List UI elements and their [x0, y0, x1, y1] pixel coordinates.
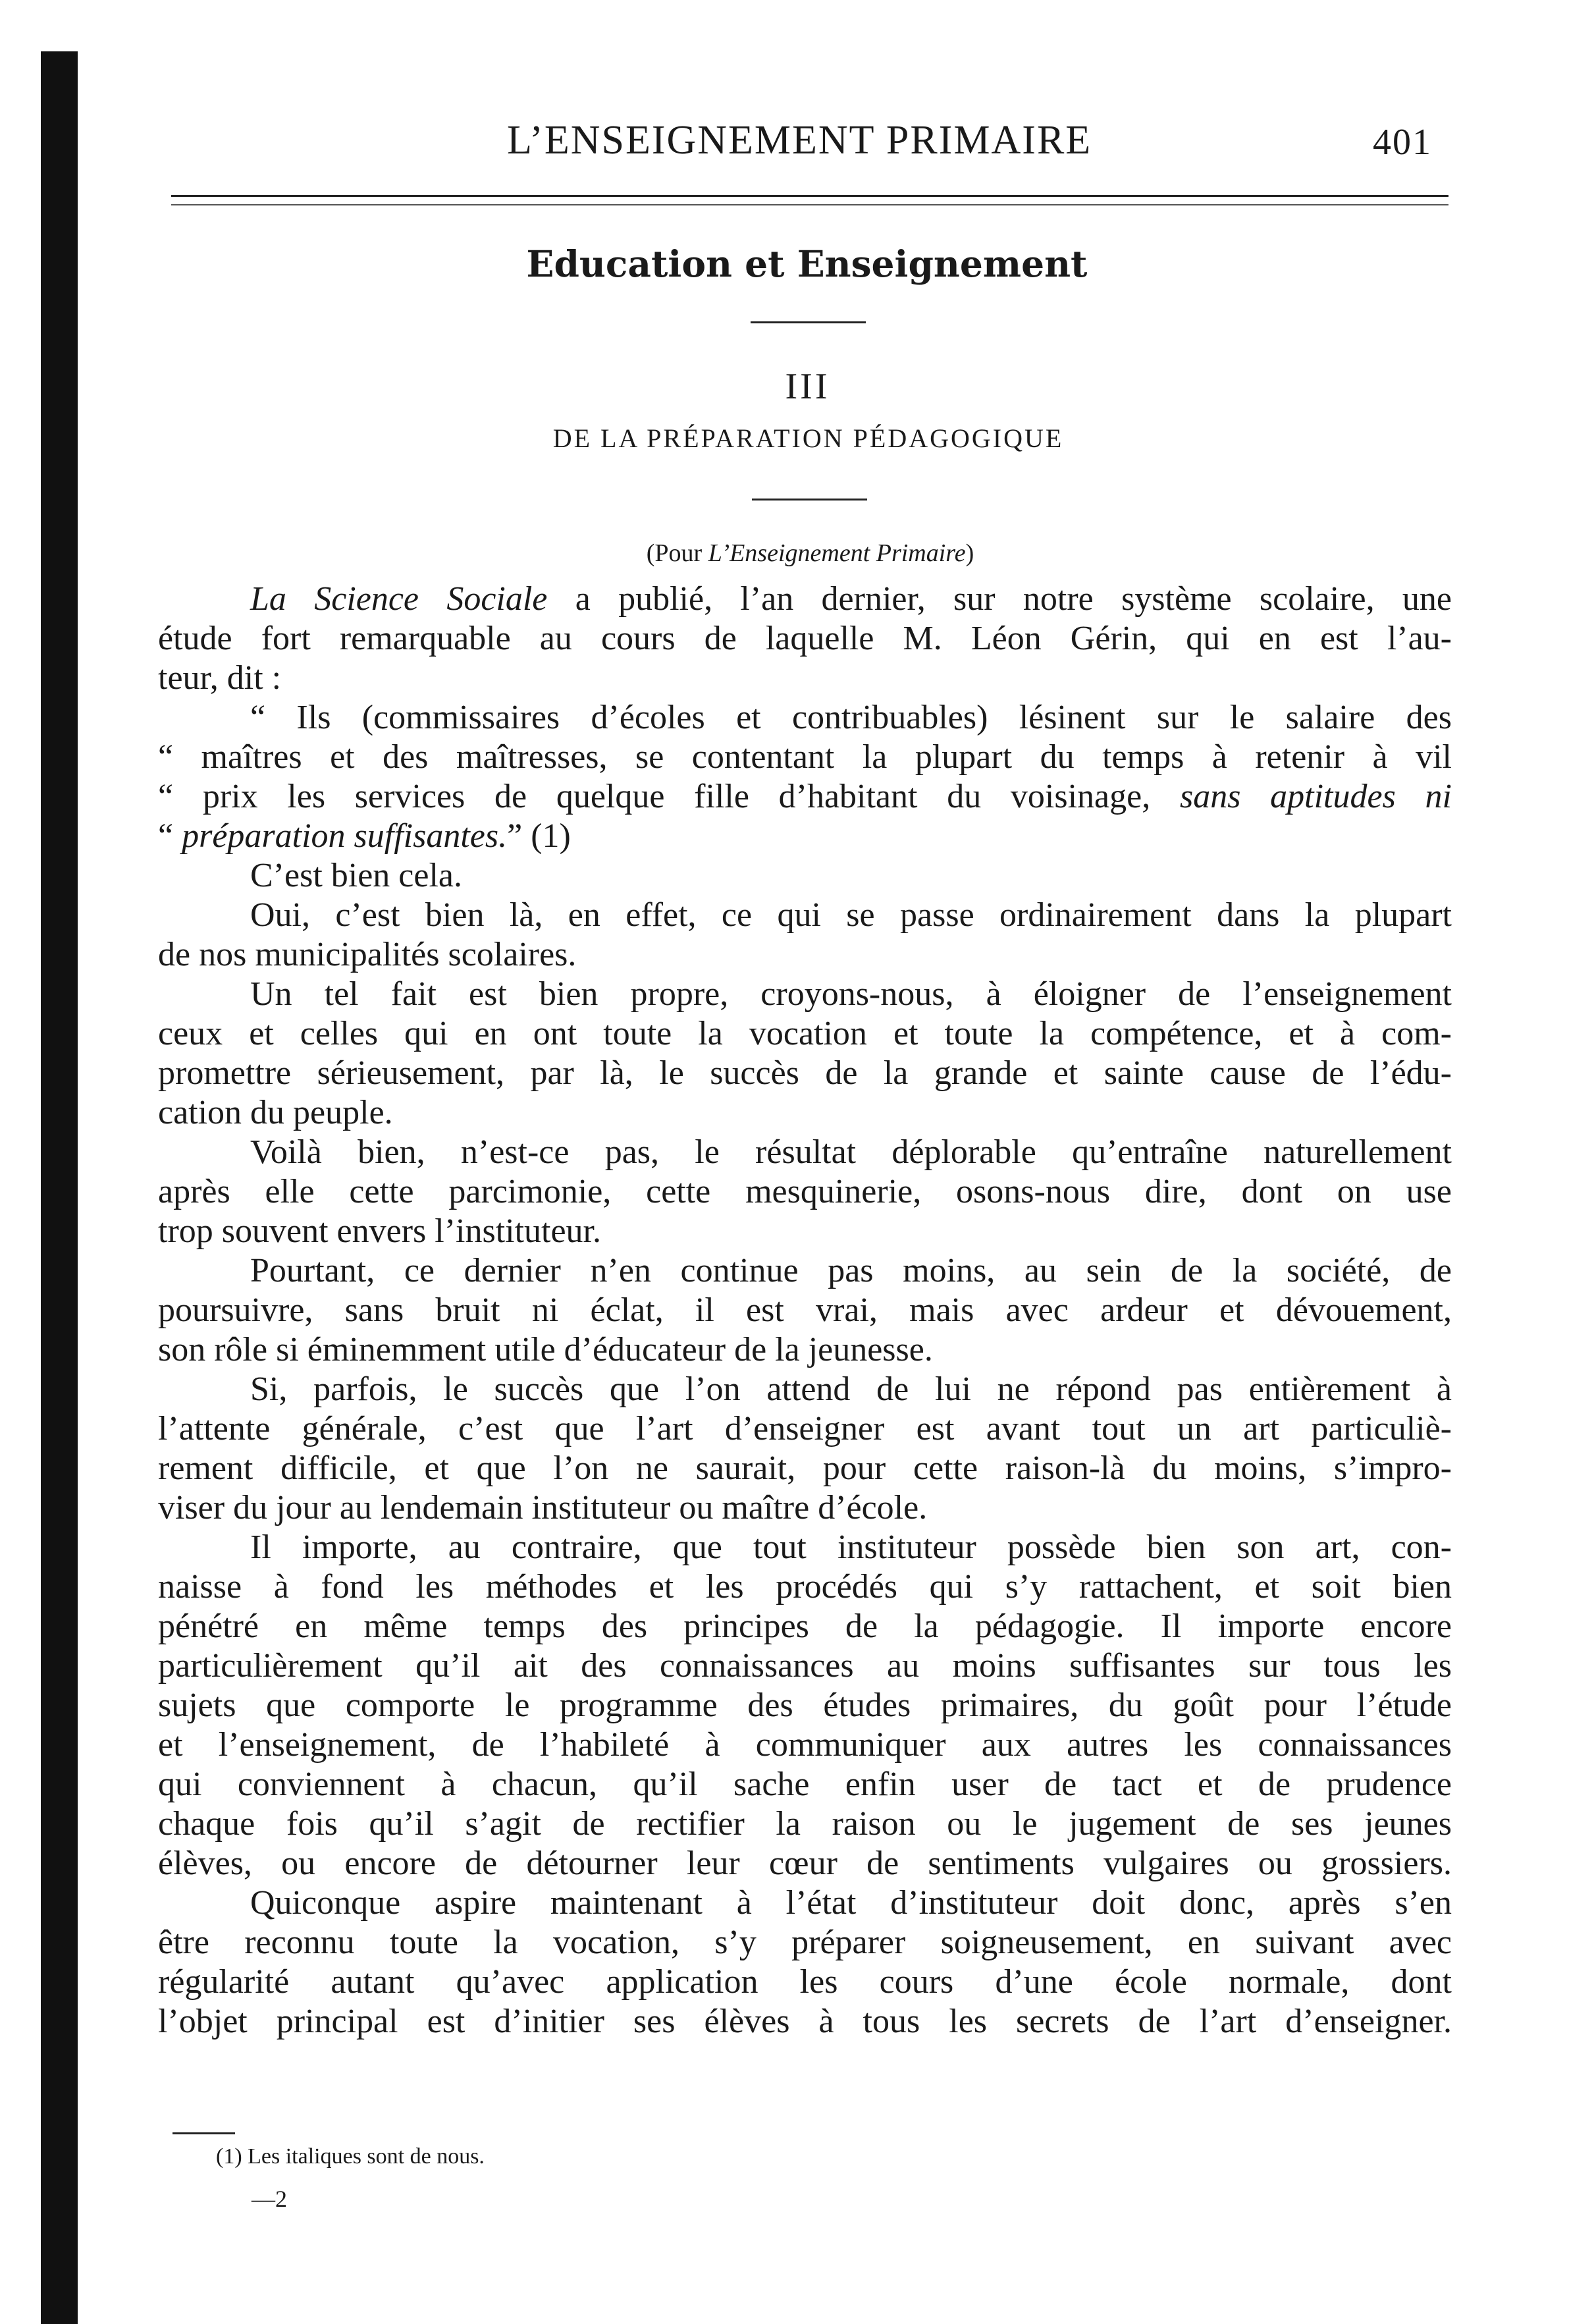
text-line: ceux et celles qui en ont toute la vocation et toute la compétence, et à com-	[158, 1015, 1452, 1052]
text-line: chaque fois qu’il s’agit de rectifier la raison ou le jugement de ses jeunes	[158, 1805, 1452, 1843]
header-rule	[171, 195, 1448, 197]
text-line: teur, dit :	[158, 659, 282, 697]
text-line: l’attente générale, c’est que l’art d’enseigner est avant tout un art particuliè-	[158, 1410, 1452, 1447]
text-line: régularité autant qu’avec application les cours d’une école normale, dont	[158, 1963, 1452, 2001]
source-note: (Pour L’Enseignement Primaire)	[646, 539, 974, 567]
sheet-signature-mark: —2	[252, 2186, 287, 2212]
footnote: (1) Les italiques sont de nous.	[216, 2144, 485, 2169]
text-line: promettre sérieusement, par là, le succès de la grande et sainte cause de l’édu-	[158, 1054, 1452, 1092]
text-line: Il importe, au contraire, que tout instituteur possède bien son art, con-	[250, 1528, 1452, 1566]
text-line: cation du peuple.	[158, 1094, 393, 1131]
text-line: Si, parfois, le succès que l’on attend de lui ne répond pas entièrement à	[250, 1370, 1452, 1408]
text-line: et l’enseignement, de l’habileté à communiquer aux autres les connaissances	[158, 1726, 1452, 1764]
text-line: Voilà bien, n’est-ce pas, le résultat déplorable qu’entraîne naturellement	[250, 1133, 1452, 1171]
section-title: DE LA PRÉPARATION PÉDAGOGIQUE	[552, 423, 1064, 453]
text-line: Oui, c’est bien là, en effet, ce qui se passe ordinairement dans la plupart	[250, 896, 1452, 934]
text-line: étude fort remarquable au cours de laquelle M. Léon Gérin, qui en est l’au-	[158, 620, 1452, 657]
quote-line: “ prix les services de quelque fille d’habitant du voisinage, sans aptitudes ni	[158, 778, 1452, 815]
section-number: III	[785, 366, 830, 407]
text-line: de nos municipalités scolaires.	[158, 936, 577, 973]
text-line: élèves, ou encore de détourner leur cœur de sentiments vulgaires ou grossiers.	[158, 1845, 1452, 1882]
text-line: viser du jour au lendemain instituteur ou maître d’école.	[158, 1489, 928, 1527]
text-line: trop souvent envers l’instituteur.	[158, 1212, 602, 1250]
text-line: qui conviennent à chacun, qu’il sache enfin user de tact et de prudence	[158, 1766, 1452, 1803]
text-line: naisse à fond les méthodes et les procédés qui s’y rattachent, et soit bien	[158, 1568, 1452, 1606]
text-line: Quiconque aspire maintenant à l’état d’instituteur doit donc, après s’en	[250, 1884, 1452, 1922]
text-line: particulièrement qu’il ait des connaissances au moins suffisantes sur tous les	[158, 1647, 1452, 1685]
article-title: Education et Enseignement	[526, 242, 1088, 285]
text-line: Pourtant, ce dernier n’en continue pas moins, au sein de la société, de	[250, 1252, 1452, 1289]
article-body	[158, 580, 1452, 2041]
text-line: La Science Sociale a publié, l’an dernier, sur notre système scolaire, une	[250, 580, 1452, 618]
text-line: pénétré en même temps des principes de la pédagogie. Il importe encore	[158, 1608, 1452, 1645]
text-line: son rôle si éminemment utile d’éducateur de la jeunesse.	[158, 1331, 933, 1368]
quote-line: “ maîtres et des maîtresses, se contentant la plupart du temps à retenir à vil	[158, 738, 1452, 776]
footnote-rule	[173, 2132, 235, 2134]
text-line: être reconnu toute la vocation, s’y préparer soigneusement, en suivant avec	[158, 1924, 1452, 1961]
header-rule-thin	[171, 204, 1448, 205]
source-publication: L’Enseignement Primaire	[708, 539, 966, 567]
text-line: C’est bien cela.	[250, 857, 462, 894]
text-line: l’objet principal est d’initier ses élèves à tous les secrets de l’art d’enseigner.	[158, 2003, 1452, 2040]
quote-line: “ Ils (commissaires d’écoles et contribuables) lésinent sur le salaire des	[250, 699, 1452, 736]
page-number: 401	[1373, 122, 1432, 163]
text-line: sujets que comporte le programme des études primaires, du goût pour l’étude	[158, 1687, 1452, 1724]
text-line: Un tel fait est bien propre, croyons-nous, à éloigner de l’enseignement	[250, 975, 1452, 1013]
quote-line: “ préparation suffisantes.” (1)	[158, 817, 571, 855]
section-divider	[752, 499, 867, 500]
text-line: poursuivre, sans bruit ni éclat, il est vrai, mais avec ardeur et dévouement,	[158, 1291, 1452, 1329]
running-title: L’ENSEIGNEMENT PRIMAIRE	[507, 118, 1092, 163]
title-divider	[751, 321, 866, 323]
text-line: rement difficile, et que l’on ne saurait, pour cette raison-là du moins, s’impro-	[158, 1449, 1452, 1487]
text-line: après elle cette parcimonie, cette mesquinerie, osons-nous dire, dont on use	[158, 1173, 1452, 1210]
